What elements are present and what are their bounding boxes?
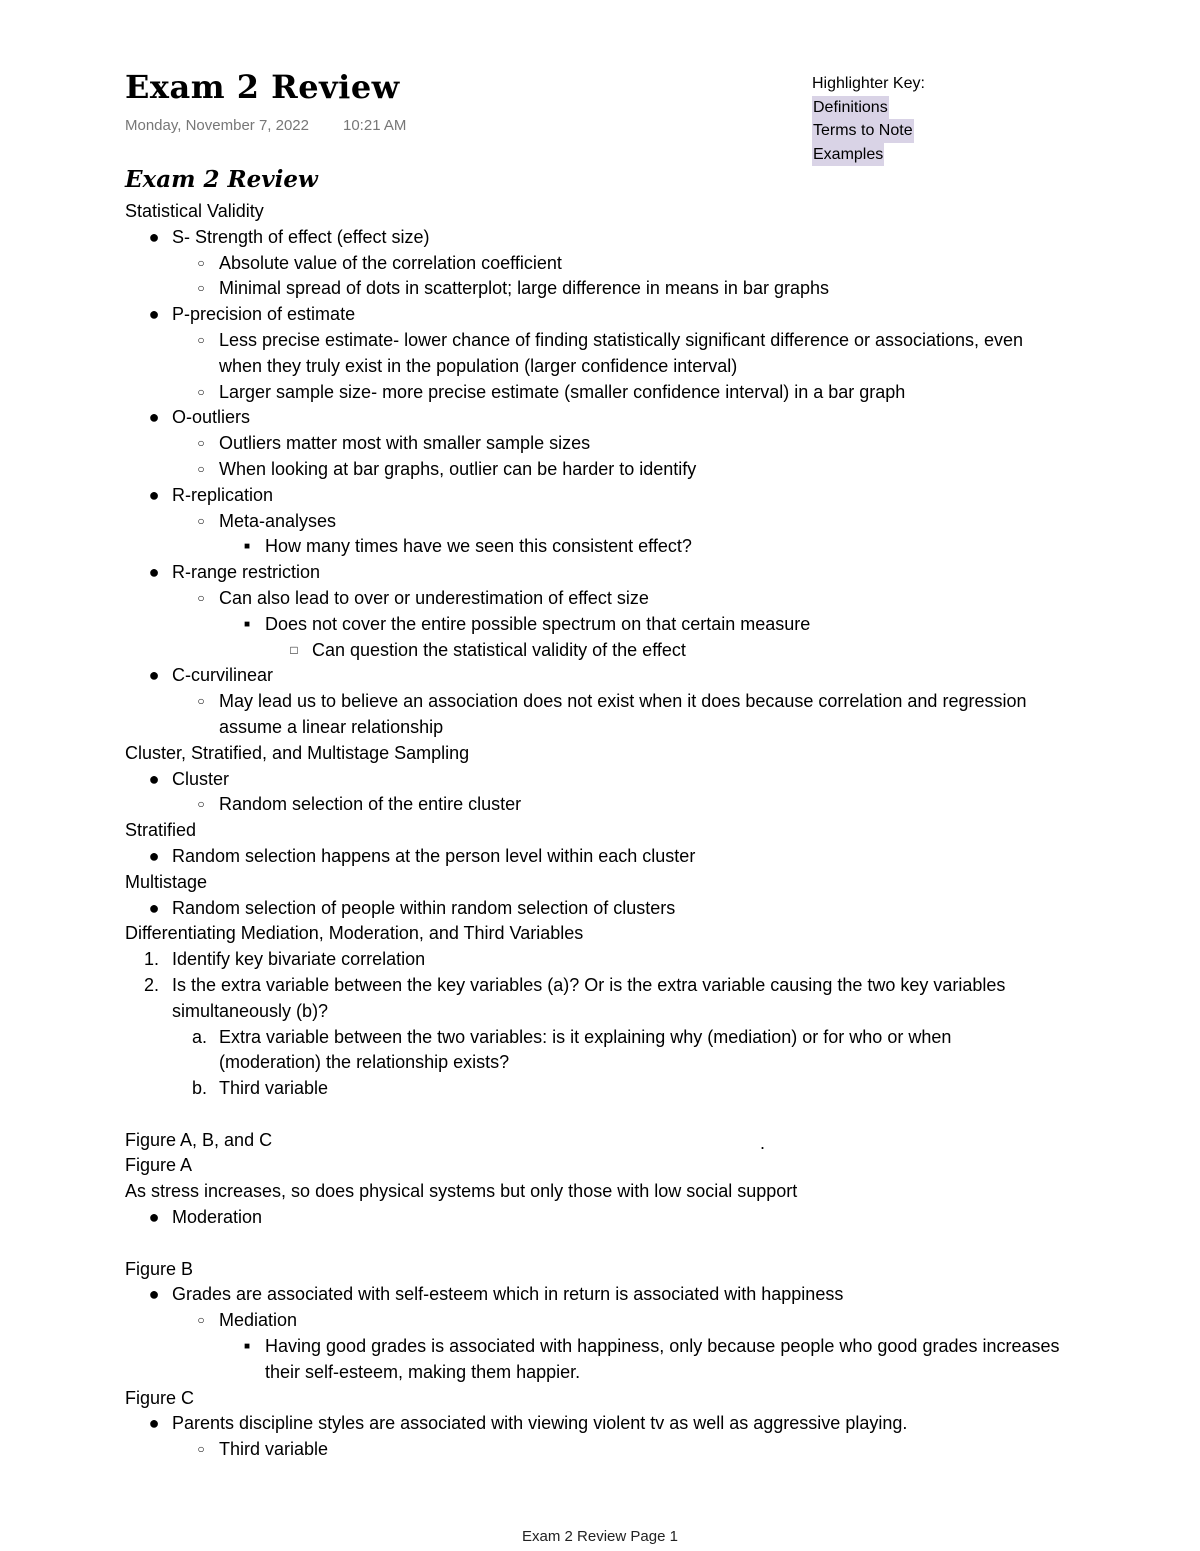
list-item: ○ Larger sample size- more precise estimate (smaller confidence interval) in a bar graph (125, 380, 1185, 406)
bullet-icon: ● (148, 665, 160, 686)
key-terms-to-note: Terms to Note (812, 119, 914, 143)
list-item: b. Third variable (125, 1076, 1185, 1102)
page-timestamp (125, 117, 406, 134)
bullet-icon: ● (148, 407, 160, 428)
list-item: 2. Is the extra variable between the key variables (a)? Or is the extra variable causing the two key variables (125, 973, 1185, 999)
circle-bullet-icon: ○ (197, 332, 205, 347)
bullet-icon: ● (148, 226, 160, 247)
list-item: ○ Absolute value of the correlation coefficient (125, 251, 1185, 277)
list-item: ● S- Strength of effect (effect size) (125, 225, 1185, 251)
list-item-continuation: simultaneously (b)? (172, 1000, 329, 1021)
bullet-icon: ● (148, 562, 160, 583)
list-item: ○ Meta-analyses (125, 509, 1185, 535)
blank-line (125, 1102, 1185, 1128)
bullet-icon: ● (148, 484, 160, 505)
list-item: ● Grades are associated with self-esteem which in return is associated with happiness (125, 1282, 1185, 1308)
list-item: ● Random selection happens at the person level within each cluster (125, 844, 1185, 870)
section-heading: Figure C (125, 1387, 195, 1408)
list-letter: b. (191, 1078, 207, 1099)
key-definitions: Definitions (812, 96, 889, 120)
list-item: ○ Less precise estimate- lower chance of finding statistically significant difference or associations, even (125, 328, 1185, 354)
list-item: ○ Minimal spread of dots in scatterplot; large difference in means in bar graphs (125, 276, 1185, 302)
bullet-icon: ● (148, 845, 160, 866)
square-bullet-icon: ■ (243, 1341, 251, 1353)
bullet-icon: ● (148, 1413, 160, 1434)
bullet-icon: ● (148, 768, 160, 789)
paragraph: As stress increases, so does physical systems but only those with low social support (125, 1181, 798, 1202)
blank-line (125, 1231, 1185, 1257)
square-bullet-icon: ■ (243, 618, 251, 630)
list-item: ● Moderation (125, 1205, 1185, 1231)
hollow-square-bullet-icon: □ (290, 642, 298, 657)
section-heading: Cluster, Stratified, and Multistage Sampling (125, 742, 470, 763)
list-item: ○ May lead us to believe an association does not exist when it does because correlation and regression (125, 689, 1185, 715)
list-item: ○ When looking at bar graphs, outlier can be harder to identify (125, 457, 1185, 483)
highlighter-key (812, 72, 925, 166)
list-item-continuation: when they truly exist in the population (larger confidence interval) (219, 355, 738, 376)
list-item: 1. Identify key bivariate correlation (125, 947, 1185, 973)
section-heading: Stratified (125, 820, 197, 841)
list-item: ● P-precision of estimate (125, 302, 1185, 328)
list-item: □ Can question the statistical validity of the effect (125, 638, 1185, 664)
list-item: ● C-curvilinear (125, 663, 1185, 689)
list-item: ● R-replication (125, 483, 1185, 509)
list-item-continuation: assume a linear relationship (219, 716, 444, 737)
page-title: Exam 2 Review (125, 68, 400, 106)
circle-bullet-icon: ○ (197, 1442, 205, 1457)
circle-bullet-icon: ○ (197, 436, 205, 451)
list-item: ■ Having good grades is associated with happiness, only because people who good grades increases (125, 1334, 1185, 1360)
circle-bullet-icon: ○ (197, 513, 205, 528)
list-number: 2. (143, 974, 159, 995)
square-bullet-icon: ■ (243, 541, 251, 553)
list-number: 1. (143, 949, 159, 970)
list-item: ■ How many times have we seen this consistent effect? (125, 534, 1185, 560)
list-item: ● Random selection of people within random selection of clusters (125, 896, 1185, 922)
section-heading: Figure A, B, and C (125, 1129, 273, 1150)
circle-bullet-icon: ○ (197, 590, 205, 605)
notes-body (125, 199, 1185, 1463)
list-item-continuation: (moderation) the relationship exists? (219, 1052, 510, 1073)
circle-bullet-icon: ○ (197, 384, 205, 399)
highlighter-key-label: Highlighter Key: (812, 75, 925, 92)
section-heading: Figure A (125, 1155, 193, 1176)
section-heading: Figure B (125, 1258, 194, 1279)
section-heading: Differentiating Mediation, Moderation, and Third Variables (125, 923, 584, 944)
circle-bullet-icon: ○ (197, 694, 205, 709)
circle-bullet-icon: ○ (197, 1313, 205, 1328)
circle-bullet-icon: ○ (197, 797, 205, 812)
list-letter: a. (191, 1026, 207, 1047)
list-item: ● O-outliers (125, 405, 1185, 431)
stray-dot: . (760, 1133, 766, 1153)
list-item: ○ Third variable (125, 1437, 1185, 1463)
bullet-icon: ● (148, 897, 160, 918)
list-item: ○ Random selection of the entire cluster (125, 792, 1185, 818)
section-heading: Statistical Validity (125, 201, 264, 221)
circle-bullet-icon: ○ (197, 461, 205, 476)
list-item: ○ Mediation (125, 1308, 1185, 1334)
bullet-icon: ● (148, 1284, 160, 1305)
list-item: ○ Can also lead to over or underestimation of effect size (125, 586, 1185, 612)
list-item-continuation: their self-esteem, making them happier. (265, 1361, 581, 1382)
list-item: ■ Does not cover the entire possible spectrum on that certain measure (125, 612, 1185, 638)
circle-bullet-icon: ○ (197, 281, 205, 296)
list-item: a. Extra variable between the two variables: is it explaining why (mediation) or for who or when (125, 1025, 1185, 1051)
list-item: ○ Outliers matter most with smaller sample sizes (125, 431, 1185, 457)
page-time: 10:21 AM (343, 117, 407, 134)
page-footer: Exam 2 Review Page 1 (522, 1528, 678, 1545)
circle-bullet-icon: ○ (197, 255, 205, 270)
bullet-icon: ● (148, 304, 160, 325)
section-heading: Multistage (125, 871, 208, 892)
key-examples: Examples (812, 143, 884, 167)
page-date: Monday, November 7, 2022 (125, 117, 309, 134)
notes-heading: Exam 2 Review (125, 166, 318, 193)
bullet-icon: ● (148, 1207, 160, 1228)
list-item: ● Parents discipline styles are associated with viewing violent tv as well as aggressive playing. (125, 1411, 1185, 1437)
list-item: ● R-range restriction (125, 560, 1185, 586)
list-item: ● Cluster (125, 767, 1185, 793)
